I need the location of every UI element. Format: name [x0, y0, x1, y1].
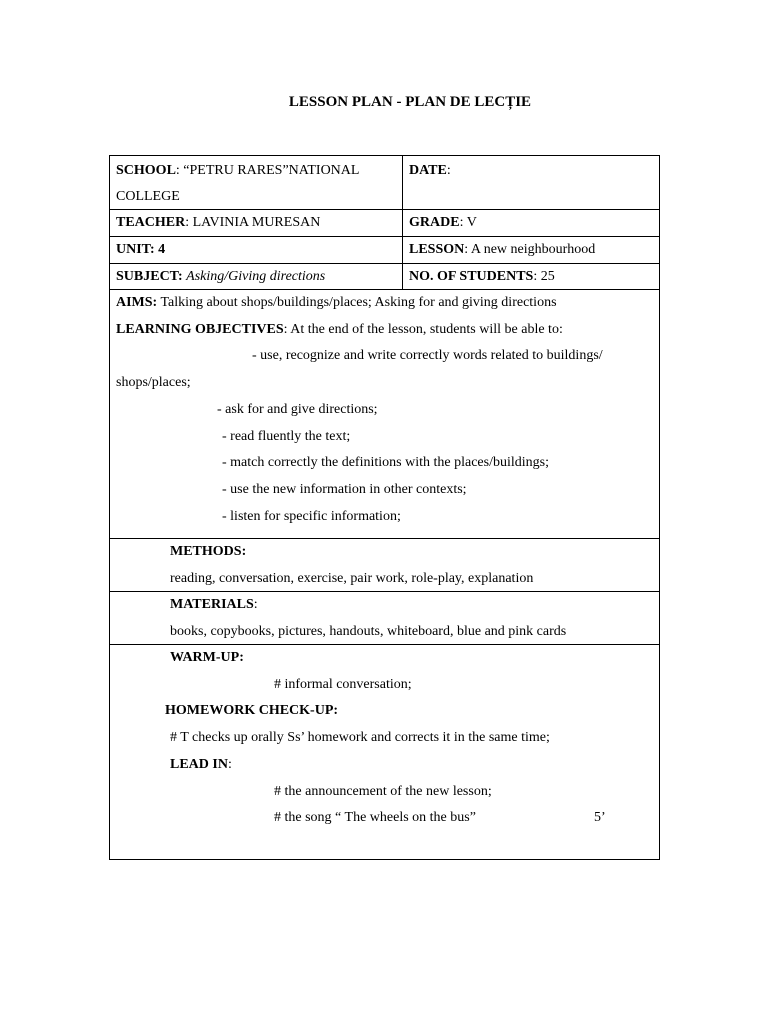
students-cell	[403, 264, 659, 289]
objective-item: - listen for specific information;	[222, 508, 401, 524]
methods-label: METHODS:	[170, 544, 247, 559]
grade-value: : V	[459, 215, 477, 230]
warmup-text: # informal conversation;	[274, 676, 412, 692]
homework-label: HOMEWORK CHECK-UP:	[165, 703, 339, 719]
teacher-cell	[110, 210, 403, 236]
objective-item: - match correctly the definitions with the places/buildings;	[222, 455, 549, 471]
grade-label: GRADE	[409, 215, 460, 230]
aims-text: Talking about shops/buildings/places; Asking for and giving directions	[160, 295, 557, 310]
students-label: NO. OF STUDENTS	[409, 269, 534, 284]
warmup-label: WARM-UP:	[170, 650, 244, 665]
leadin-song: # the song “ The wheels on the bus”	[274, 810, 476, 826]
subject-label: SUBJECT:	[116, 269, 183, 284]
leadin-item	[110, 805, 659, 832]
lesson-cell	[403, 237, 659, 263]
subject-cell	[110, 264, 403, 289]
materials-colon: :	[253, 597, 258, 612]
leadin-colon: :	[227, 756, 232, 772]
lesson-plan-table	[109, 155, 660, 860]
date-label: DATE	[409, 163, 447, 178]
objective-item: - use the new information in other contexts;	[222, 481, 467, 497]
unit-label: UNIT: 4	[116, 242, 166, 257]
aims-label: AIMS:	[116, 295, 158, 310]
objectives-intro: : At the end of the lesson, students will be able to:	[283, 321, 563, 337]
objectives-line	[116, 317, 653, 344]
date-cell	[403, 156, 659, 209]
school-value: : “PETRU RARES”NATIONAL	[175, 163, 360, 178]
row-teacher-grade	[110, 210, 659, 237]
methods-block	[110, 539, 659, 592]
warmup-block	[110, 645, 659, 858]
teacher-label: TEACHER	[116, 215, 186, 230]
unit-cell	[110, 237, 403, 263]
teacher-value: : LAVINIA MURESAN	[185, 215, 321, 230]
objective-item: - ask for and give directions;	[217, 401, 378, 417]
aims-objectives-block	[110, 290, 659, 539]
students-value: : 25	[533, 269, 555, 284]
leadin-item: # the announcement of the new lesson;	[274, 783, 492, 799]
materials-label: MATERIALS	[170, 597, 254, 612]
school-label: SCHOOL	[116, 163, 176, 178]
methods-text: reading, conversation, exercise, pair work, role-play, explanation	[170, 570, 534, 586]
subject-value: Asking/Giving directions	[186, 269, 326, 284]
lesson-value: : A new neighbourhood	[464, 242, 596, 257]
objectives-label: LEARNING OBJECTIVES	[116, 321, 284, 337]
grade-cell	[403, 210, 659, 236]
page-title: LESSON PLAN - PLAN DE LECȚIE	[288, 94, 532, 110]
materials-block	[110, 592, 659, 645]
row-unit-lesson	[110, 237, 659, 264]
date-value: :	[446, 163, 451, 178]
lesson-label: LESSON	[409, 242, 465, 257]
school-value-line2: COLLEGE	[116, 189, 180, 204]
leadin-time: 5’	[594, 810, 606, 826]
school-cell	[110, 156, 403, 209]
row-subject-students	[110, 264, 659, 290]
objective-item: shops/places;	[116, 375, 191, 391]
row-school-date	[110, 156, 659, 210]
objective-item: - use, recognize and write correctly words related to buildings/	[252, 348, 603, 364]
homework-text: # T checks up orally Ss’ homework and corrects it in the same time;	[170, 730, 550, 746]
leadin-label: LEAD IN	[170, 756, 228, 772]
objective-item: - read fluently the text;	[222, 428, 351, 444]
materials-text: books, copybooks, pictures, handouts, whiteboard, blue and pink cards	[170, 623, 567, 639]
aims-line	[116, 290, 653, 317]
